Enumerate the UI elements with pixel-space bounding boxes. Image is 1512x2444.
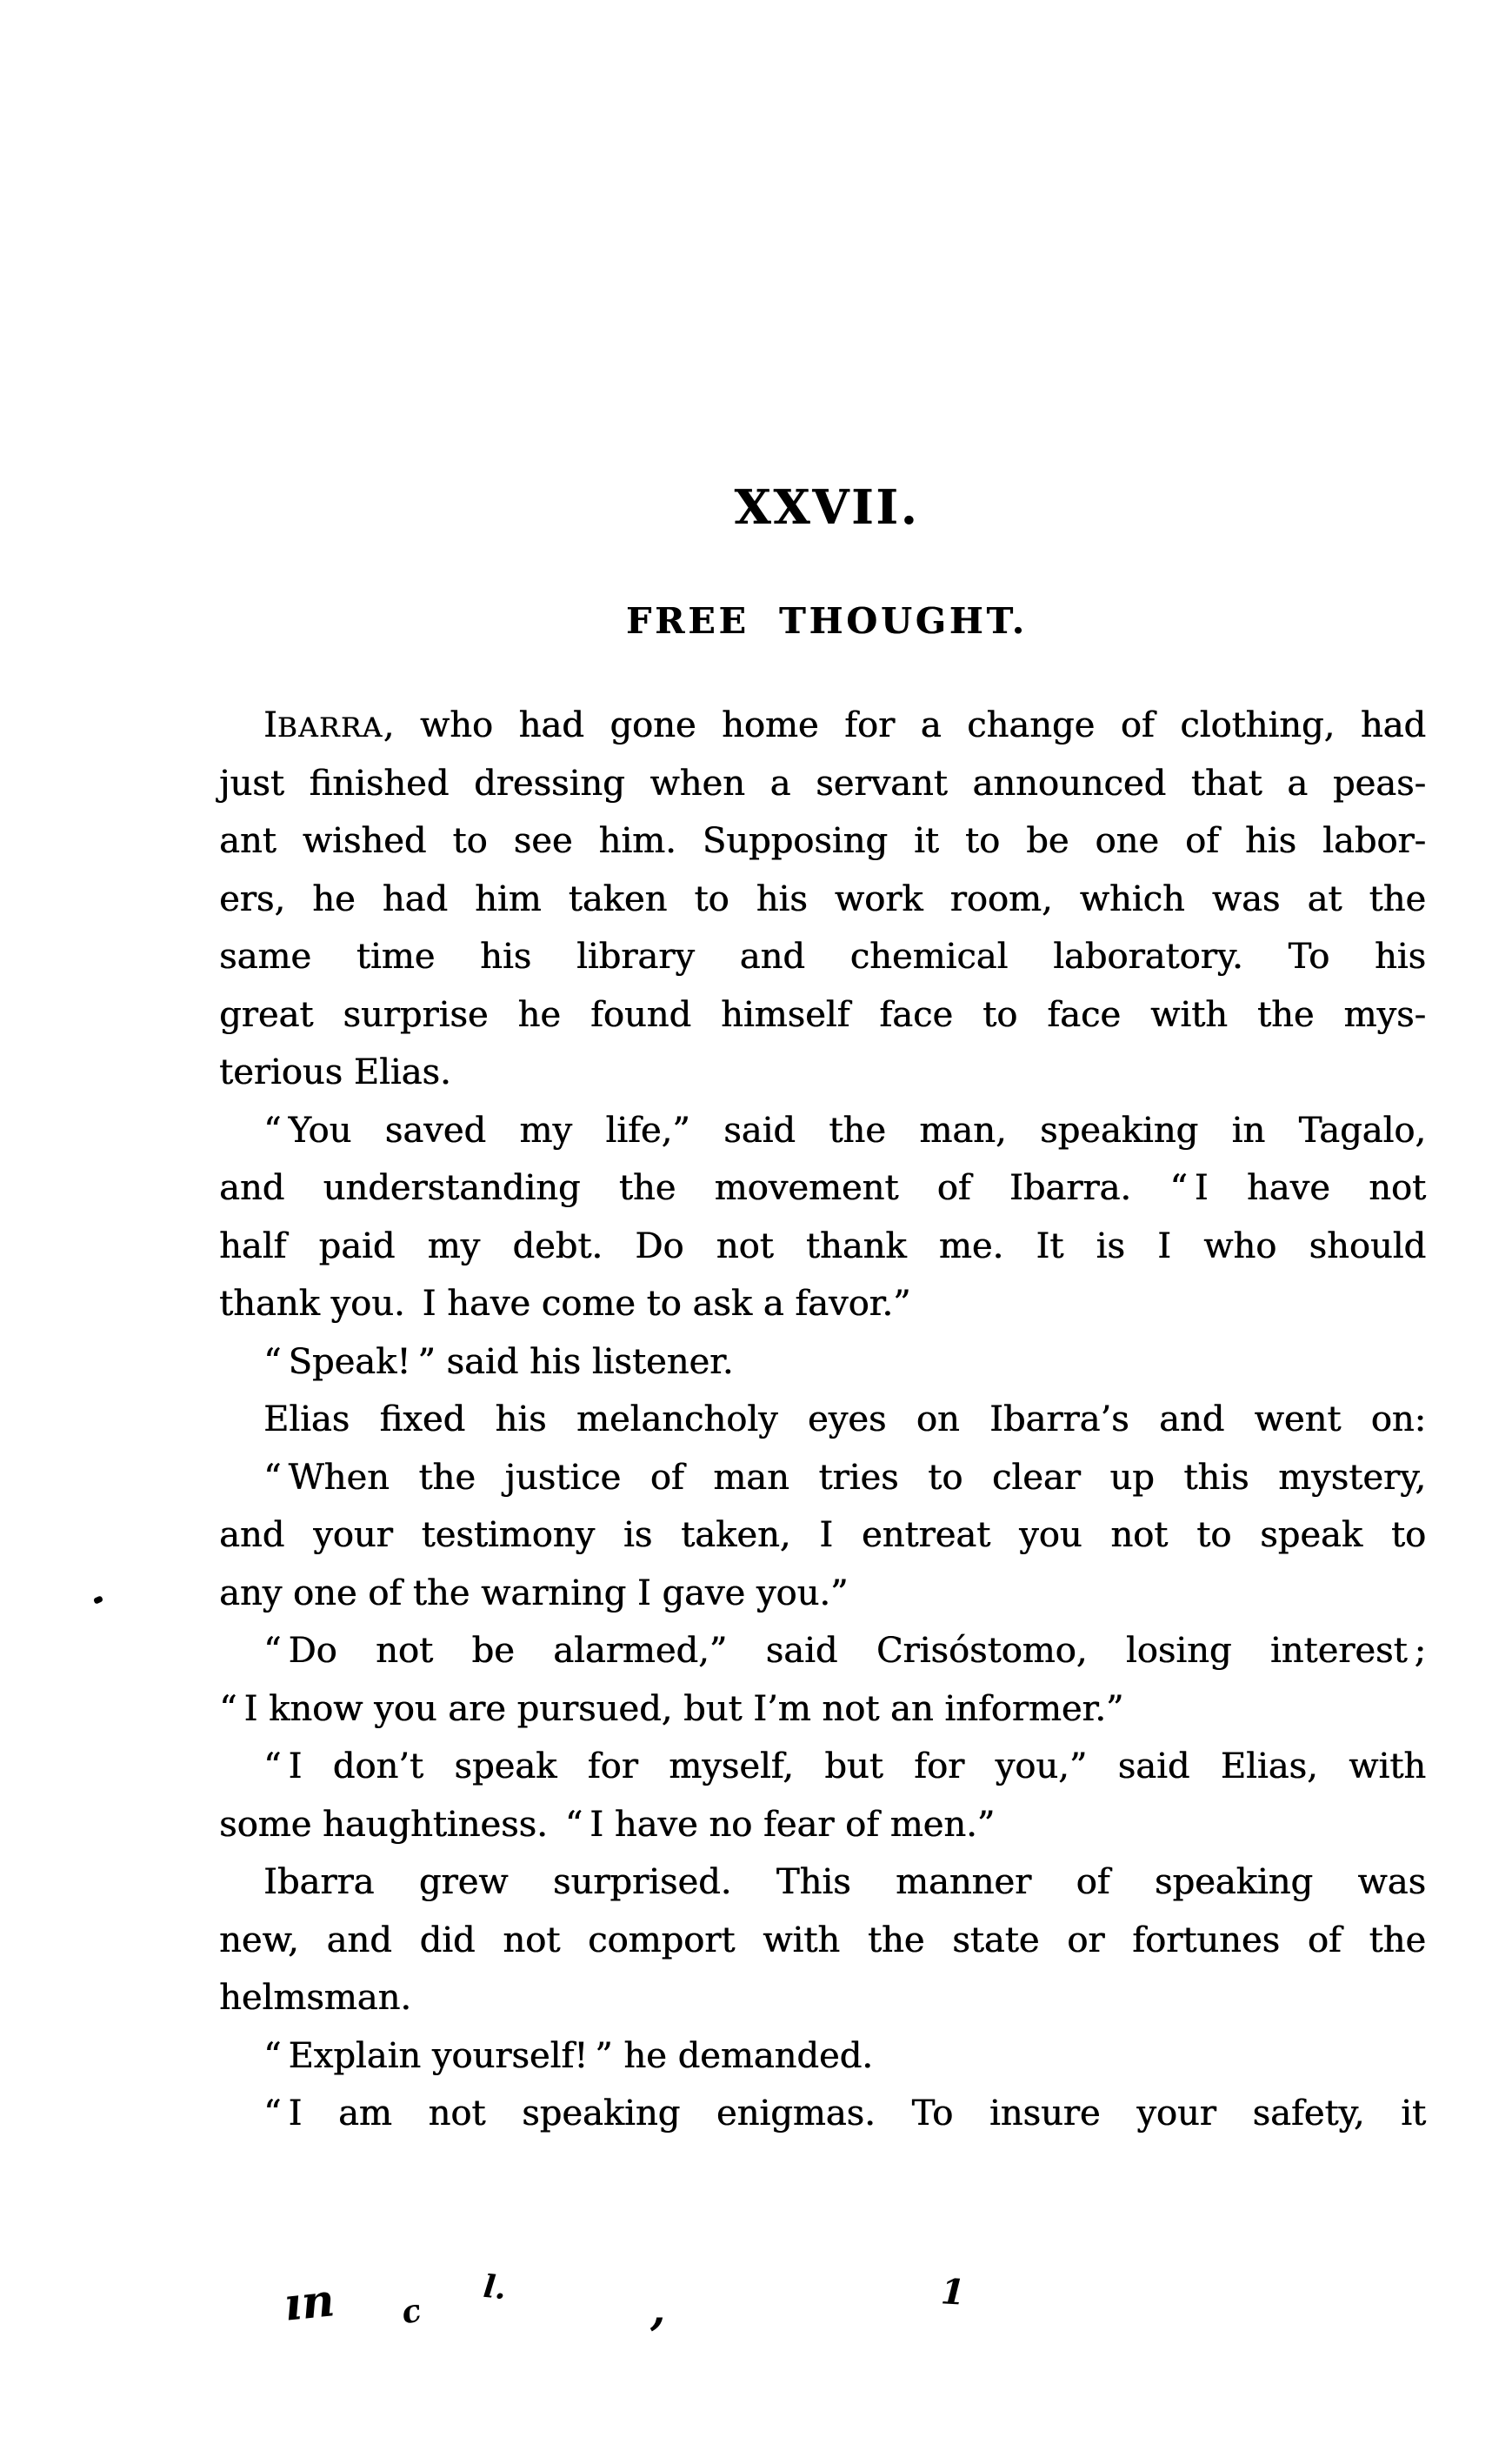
text-line <box>219 1796 1426 1854</box>
text-segment: “ I don’t speak for myself, but for you,” said Elias, with <box>263 1746 1426 1786</box>
text-line <box>219 1622 1426 1680</box>
text-line <box>219 697 1426 755</box>
text-line <box>219 1044 1426 1102</box>
text-line <box>219 1853 1426 1912</box>
text-segment: ers, he had him taken to his work room, which was at the <box>219 878 1426 919</box>
printing-artifact: , <box>650 2283 666 2334</box>
text-line <box>219 1159 1426 1218</box>
text-segment: thank you. I have come to ask a favor.” <box>219 1284 911 1324</box>
printing-artifact: ın <box>281 2274 337 2332</box>
printing-artifact: c <box>397 2292 425 2332</box>
text-line <box>219 755 1426 813</box>
text-segment: “ You saved my life,” said the man, speaking in Tagalo, <box>263 1110 1426 1151</box>
text-segment: half paid my debt. Do not thank me. It is I who should <box>219 1225 1426 1266</box>
small-caps-text: BARRA <box>276 712 383 744</box>
printing-artifact: l. <box>481 2267 509 2307</box>
text-segment: terious Elias. <box>219 1052 451 1092</box>
chapter-number: XXVII. <box>734 479 920 535</box>
text-segment: helmsman. <box>219 1978 411 2018</box>
text-line <box>219 1391 1426 1449</box>
text-segment: same time his library and chemical laboratory. To his <box>219 937 1426 977</box>
text-segment: great surprise he found himself face to face with the mys- <box>219 994 1426 1035</box>
text-segment: just finished dressing when a servant announced that a peas- <box>219 763 1426 804</box>
text-segment: Elias fixed his melancholy eyes on Ibarra’s and went on: <box>263 1399 1426 1439</box>
text-segment: “ Speak! ” said his listener. <box>263 1341 734 1382</box>
text-segment: ant wished to see him. Supposing it to be one of his labor- <box>219 821 1426 861</box>
body-text <box>219 697 1426 2143</box>
text-line <box>219 2027 1426 2086</box>
text-line <box>219 1449 1426 1507</box>
text-line <box>219 1912 1426 1970</box>
text-line <box>219 986 1426 1045</box>
text-segment: and your testimony is taken, I entreat you not to speak to <box>219 1515 1426 1555</box>
text-line <box>219 928 1426 986</box>
text-line <box>219 812 1426 871</box>
ink-speck <box>93 1595 103 1605</box>
text-segment: “ I know you are pursued, but I’m not an informer.” <box>219 1688 1124 1729</box>
text-line <box>219 1680 1426 1739</box>
text-segment: “ I am not speaking enigmas. To insure your safety, it <box>263 2093 1426 2133</box>
text-segment: “ Do not be alarmed,” said Crisóstomo, losing interest ; <box>263 1631 1426 1671</box>
text-line <box>219 1969 1426 2027</box>
text-line <box>219 1506 1426 1565</box>
text-segment: some haughtiness. “ I have no fear of men.” <box>219 1804 996 1845</box>
text-segment: I <box>263 705 277 745</box>
printing-artifact: 1 <box>939 2271 967 2314</box>
text-segment: Ibarra grew surprised. This manner of speaking was <box>263 1862 1426 1902</box>
text-line <box>219 1275 1426 1333</box>
text-line <box>219 2085 1426 2143</box>
text-segment: , who had gone home for a change of clothing, had <box>383 705 1426 745</box>
text-segment: “ Explain yourself! ” he demanded. <box>263 2035 873 2076</box>
text-line <box>219 1738 1426 1796</box>
text-segment: “ When the justice of man tries to clear up this mystery, <box>263 1457 1426 1498</box>
text-line <box>219 1565 1426 1623</box>
text-segment: new, and did not comport with the state or fortunes of the <box>219 1920 1426 1960</box>
text-line <box>219 1218 1426 1276</box>
text-line <box>219 871 1426 929</box>
text-line <box>219 1333 1426 1392</box>
chapter-title: FREE THOUGHT. <box>626 600 1028 642</box>
text-segment: any one of the warning I gave you.” <box>219 1573 849 1613</box>
text-segment: and understanding the movement of Ibarra. “ I have not <box>219 1168 1426 1208</box>
text-line <box>219 1102 1426 1160</box>
